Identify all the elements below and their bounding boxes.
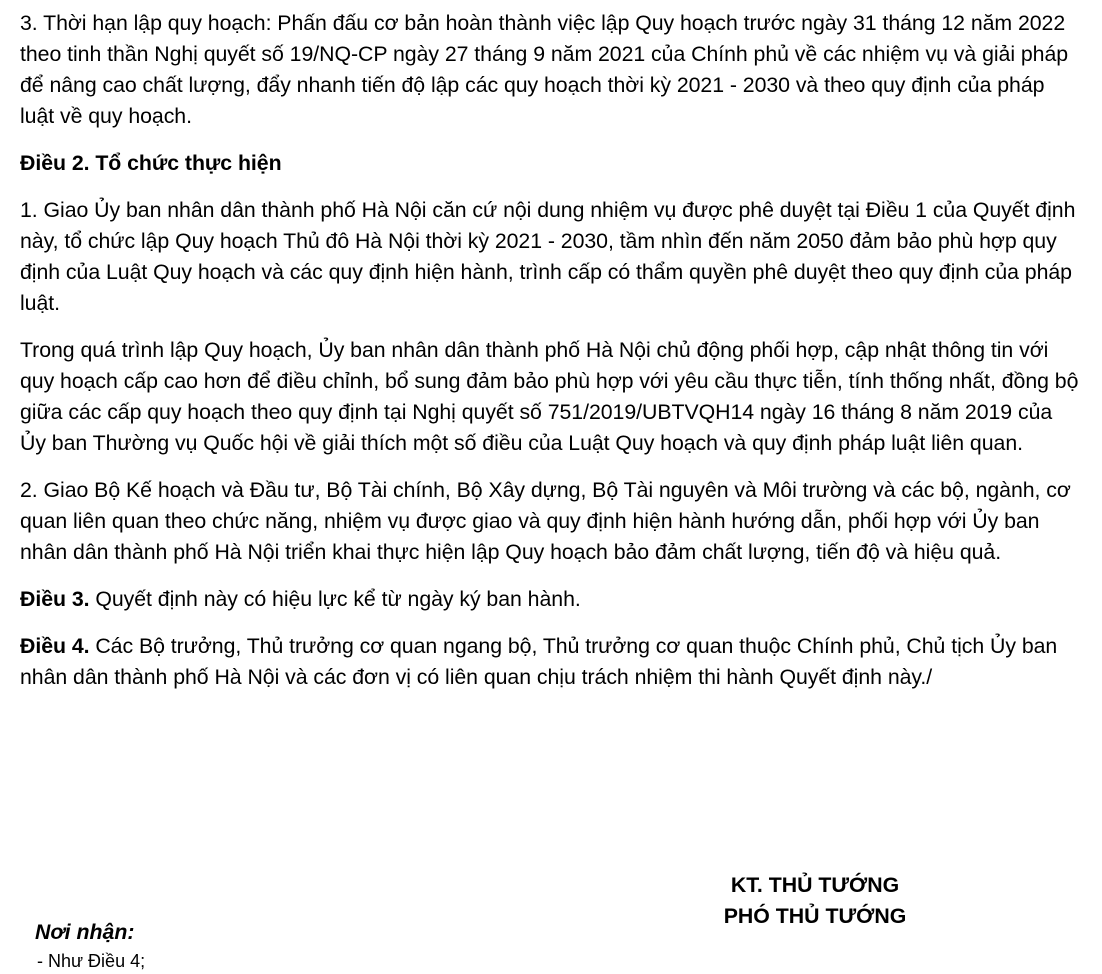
article-4-text: Các Bộ trưởng, Thủ trưởng cơ quan ngang bộ, Thủ trưởng cơ quan thuộc Chính phủ, Chủ tịch Ủy ban nhân dân thành phố Hà Nội và các đơn vị có liên quan chịu trách nhiệm thi hành Quyết định này./ — [20, 634, 1058, 689]
signature-block — [660, 870, 970, 932]
article-3 — [20, 584, 1082, 615]
article-4 — [20, 631, 1082, 693]
recipient-item: - Như Điều 4; — [37, 951, 146, 971]
article-2-item-1: 1. Giao Ủy ban nhân dân thành phố Hà Nội căn cứ nội dung nhiệm vụ được phê duyệt tại Điều 1 của Quyết định này, tổ chức lập Quy hoạch Thủ đô Hà Nội thời kỳ 2021 - 2030, tầm nhìn đến năm 2050 đảm bảo phù hợp quy định của Luật Quy hoạch và các quy định hiện hành, trình cấp có thẩm quyền phê duyệt theo quy định của pháp luật. — [20, 198, 1076, 315]
recipients-block — [35, 917, 145, 974]
document-body — [20, 8, 1082, 709]
signature-title-line-1: KT. THỦ TƯỚNG — [730, 873, 900, 897]
article-2-heading: Điều 2. Tổ chức thực hiện — [20, 151, 282, 175]
clause-3-planning-deadline: 3. Thời hạn lập quy hoạch: Phấn đấu cơ bản hoàn thành việc lập Quy hoạch trước ngày 31 tháng 12 năm 2022 theo tinh thần Nghị quyết số 19/NQ-CP ngày 27 tháng 9 năm 2021 của Chính phủ về các nhiệm vụ và giải pháp để nâng cao chất lượng, đẩy nhanh tiến độ lập các quy hoạch thời kỳ 2021 - 2030 và theo quy định của pháp luật về quy hoạch. — [20, 11, 1069, 128]
article-4-label: Điều 4. — [20, 634, 90, 658]
article-2-item-2: 2. Giao Bộ Kế hoạch và Đầu tư, Bộ Tài chính, Bộ Xây dựng, Bộ Tài nguyên và Môi trường và các bộ, ngành, cơ quan liên quan theo chức năng, nhiệm vụ được giao và quy định hiện hành hướng dẫn, phối hợp với Ủy ban nhân dân thành phố Hà Nội triển khai thực hiện lập Quy hoạch bảo đảm chất lượng, tiến độ và hiệu quả. — [20, 478, 1071, 564]
signature-title-line-2: PHÓ THỦ TƯỚNG — [723, 904, 907, 928]
article-3-text: Quyết định này có hiệu lực kể từ ngày ký ban hành. — [89, 587, 581, 611]
recipients-label: Nơi nhận: — [35, 920, 135, 944]
article-3-label: Điều 3. — [20, 587, 90, 611]
article-2-item-1-continuation: Trong quá trình lập Quy hoạch, Ủy ban nhân dân thành phố Hà Nội chủ động phối hợp, cập nhật thông tin với quy hoạch cấp cao hơn để điều chỉnh, bổ sung đảm bảo phù hợp với yêu cầu thực tiễn, tính thống nhất, đồng bộ giữa các cấp quy hoạch theo quy định tại Nghị quyết số 751/2019/UBTVQH14 ngày 16 tháng 8 năm 2019 của Ủy ban Thường vụ Quốc hội về giải thích một số điều của Luật Quy hoạch và quy định pháp luật liên quan. — [20, 338, 1079, 455]
